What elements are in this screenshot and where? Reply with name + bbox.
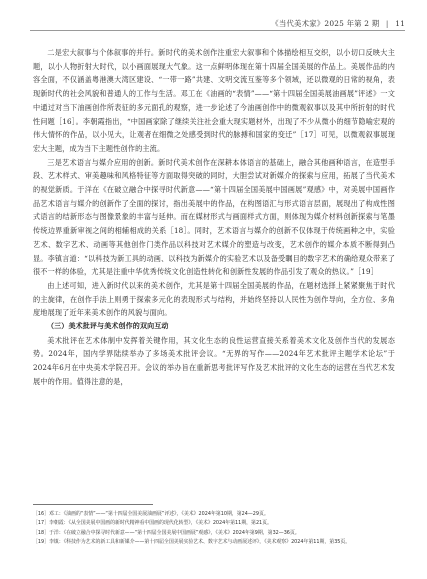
page-number: 11 [395,19,405,28]
body-text [33,46,395,389]
paragraph: 由上述可知，进入新时代以来的美术创作，尤其是第十四届全国美展的作品，在题材选择上紧紧聚焦于时代的主旋律，在创作手法上则勇于探索多元化的表现形式与结构，并始终坚持以人民性为创作导向，全方位、多角度地展现了近年来美术创作的风貌与面向。 [33,280,395,318]
paragraph: 美术批评在艺术体制中发挥着关键作用，其文化生态的良性运营直接关系着美术文化及创作当代的发展态势。2024年，国内学界陆续举办了多场美术批评会议。“无界的写作——2024年艺术批评主题学术论坛”于2024年6月在中央美术学院召开。会议的举办旨在重新思考批评写作及艺术批评的文化生态的运营在当代艺术发展中的作用。值得注意的是， [33,335,395,386]
journal-title: 《当代美术家》2025 年第 2 期 [271,19,380,28]
footnote-number: ［18］ [33,529,50,536]
footnote-text: 邓工：《油画的“表情”——“第十四届全国美展油画展”评述》，《美术》2024年第10期，第24—29页。 [49,511,269,517]
paragraph: 三是艺术语言与媒介应用的创新。新时代美术创作在深耕本体语言的基础上，融合其他画种语言，在造型手段、艺术样式、审美趣味和风格特征等方面取得突破的同时，大胆尝试对新媒介的探索与应用，拓展了当代美术的视觉新质。于洋在《在破立融合中探寻时代新意——“第十四届全国美展中国画展”观感》中，对美展中国画作品艺术语言与媒介的创新作了全面的探讨，指出美展中的作品，在构图语汇与形式语言层面，展现出了构成性图式语言的结新形态与图像景象的丰富与延伸。而在媒材形式与画面样式方面，则体现为媒介材料创新探索与笔墨传统边界重新审视之间的相辅相成的关系［18］。同时，艺术语言与媒介的创新不仅体现于传统画种之中，实验艺术、数字艺术、动画等其他创作门类作品以科技对艺术媒介的塑造与改变，艺术创作的媒介本质不断得到凸显。李镇言道：“以科技为新工具的动画、以科技为新媒介的实验艺术以及备受瞩目的数字艺术的确给观众带来了很不一样的体验，尤其是注重中华优秀传统文化创造性转化和创新性发展的作品引发了观众的热议。”［19］ [33,157,395,277]
footnote [33,538,395,547]
footnote-number: ［17］ [33,520,50,527]
paragraph: 二是宏大叙事与个体叙事的并行。新时代的美术创作注重宏大叙事和个体描绘相互交织，以小切口反映大主题，以小人物折射大时代，以小画面展现大气象。这一点鲜明体现在第十四届全国美展的作品上。美展作品的内容全面，不仅涵盖粤港澳大湾区建设、“一带一路”共建、文明交流互鉴等多个领域，还以微观的日常的视角，表现新时代的社会风貌和普通人的工作与生活。邓工在《油画的“表情”——“第十四届全国美展油画展”评述》一文中通过对当下油画创作所表征的多元面孔的观察，进一步论述了今油画创作中的微观叙事以及其中所折射的时代性问题［16］。李朝霞指出，“中国画家除了继续关注社会重大现实题材外，出现了不少从微小的细节隐喻宏观的伟大情怀的作品，以小见大，让观者在细微之处感受到时代的脉搏和国家的变迁”［17］可见，以微观叙事展现宏大主题，成为当下主题性创作的主流。 [33,48,395,153]
footnote-text: 于洋：《在破立融合中探寻时代新意——“第十四届全国美展中国画展”观感》，《美术》2024年第9期，第32—36页。 [49,529,300,536]
header-rule [30,30,405,31]
footnotes [33,510,395,548]
footnote [33,519,395,528]
footnote [33,510,395,519]
footnote-rule [33,504,153,505]
header-separator: | [385,19,389,28]
running-header [271,18,405,29]
footnote-text: 李朝霞：《从全国美展中国画的新时代精神看中国画的现代化转型》，《美术》2024年第11期，第21页。 [49,520,272,527]
section-subheading: （三）美术批评与美术创作的双向互动 [47,322,169,331]
footnote-number: ［19］ [33,539,50,546]
footnote-text: 李镇：《科技作为艺术的新工具和新媒介——第十四届全国美展实验艺术、数字艺术与动画展述评》，《美术观察》2024年第11期，第35页。 [49,539,351,546]
footnote [33,529,395,538]
footnote-number: ［16］ [33,511,50,517]
